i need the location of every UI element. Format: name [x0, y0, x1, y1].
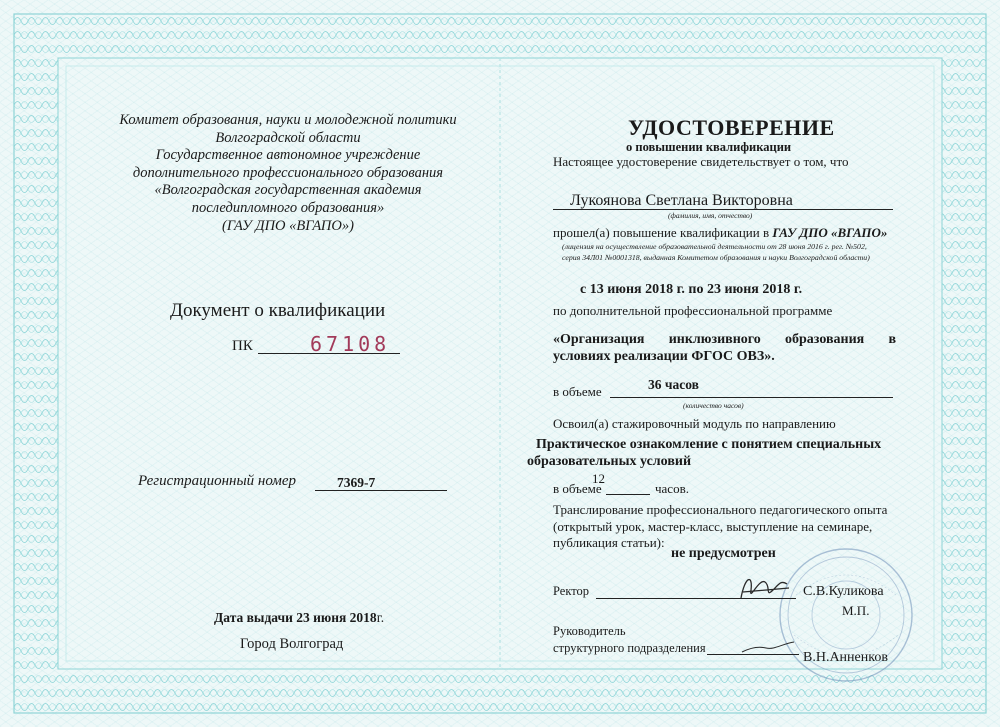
translation-line: Транслирование профессионального педагогического опыта [553, 502, 888, 517]
stamp-place: М.П. [842, 603, 870, 618]
translation-line: публикация статьи): [553, 535, 665, 550]
issuer-line: Комитет образования, науки и молодежной политики [119, 112, 457, 128]
not-provided: не предусмотрен [671, 546, 776, 561]
program-name-line: «Организация инклюзивного образования в [553, 332, 896, 347]
internship-line: Практическое ознакомление с понятием специальных [536, 437, 882, 452]
head-name: В.Н.Анненков [803, 650, 888, 665]
registration-underline [315, 490, 447, 491]
rector-name: С.В.Куликова [803, 584, 884, 599]
issuer-block [108, 112, 468, 235]
internship-volume-label: в объеме [553, 481, 602, 496]
person-underline [553, 209, 893, 210]
issuer-line: дополнительного профессионального образования [132, 164, 444, 181]
passed-line [553, 225, 887, 241]
head-label-line: Руководитель [553, 624, 626, 638]
pk-number: 67108 [310, 332, 391, 356]
program-name-line: условиях реализации ФГОС ОВЗ». [553, 349, 775, 364]
issuer-line: Волгоградской области [215, 129, 361, 146]
issue-date-text: Дата выдачи 23 июня 2018 [214, 610, 377, 625]
volume-underline [610, 397, 893, 398]
city: Город Волгоград [240, 636, 344, 652]
training-period: с 13 июня 2018 г. по 23 июня 2018 г. [580, 282, 803, 297]
issue-date-suffix: г. [376, 610, 385, 625]
license-line: серия 34Л01 №0001318, выданная Комитетом образования и науки Волгоградской области) [562, 253, 870, 262]
document-title: Документ о квалификации [170, 300, 386, 321]
certificate-title: УДОСТОВЕРЕНИЕ [628, 115, 835, 140]
issue-date [214, 610, 384, 626]
pk-label: ПК [232, 338, 253, 354]
issuer-line: (ГАУ ДПО «ВГАПО») [222, 217, 354, 234]
license-line: (лицензия на осуществление образовательной деятельности от 28 июня 2016 г. рег. №502, [562, 242, 867, 251]
internship-line: образовательных условий [527, 454, 692, 469]
registration-number: 7369-7 [337, 475, 376, 490]
organization-name: ГАУ ДПО «ВГАПО» [772, 225, 888, 240]
name-caption: (фамилия, имя, отчество) [668, 211, 753, 220]
translation-line: (открытый урок, мастер-класс, выступление на семинаре, [553, 518, 873, 534]
issuer-line: «Волгоградская государственная академия [154, 182, 422, 199]
head-label-line: структурного подразделения [553, 641, 706, 655]
certificate-intro: Настоящее удостоверение свидетельствует о том, что [553, 154, 849, 169]
volume-value: 36 часов [648, 377, 699, 392]
rector-label: Ректор [553, 584, 590, 598]
internship-hours: 12 [592, 471, 605, 486]
person-name: Лукоянова Светлана Викторовна [570, 192, 793, 209]
module-intro: Освоил(а) стажировочный модуль по направлению [553, 416, 836, 431]
certificate-subtitle: о повышении квалификации [626, 140, 792, 154]
issuer-line: последипломного образования» [191, 199, 385, 216]
head-signature [740, 636, 796, 658]
passed-prefix: прошел(а) повышение квалификации в [553, 225, 770, 240]
rector-signature [735, 568, 795, 608]
volume-caption: (количество часов) [683, 401, 744, 410]
issuer-line: Государственное автономное учреждение [155, 147, 421, 164]
head-label [553, 623, 706, 657]
internship-hours-label: часов. [655, 481, 689, 496]
internship-hours-underline [606, 494, 650, 495]
program-name [553, 331, 896, 365]
internship-direction [527, 436, 881, 470]
volume-label: в объеме [553, 384, 602, 399]
program-intro: по дополнительной профессиональной программе [553, 303, 833, 318]
registration-label: Регистрационный номер [138, 473, 297, 489]
